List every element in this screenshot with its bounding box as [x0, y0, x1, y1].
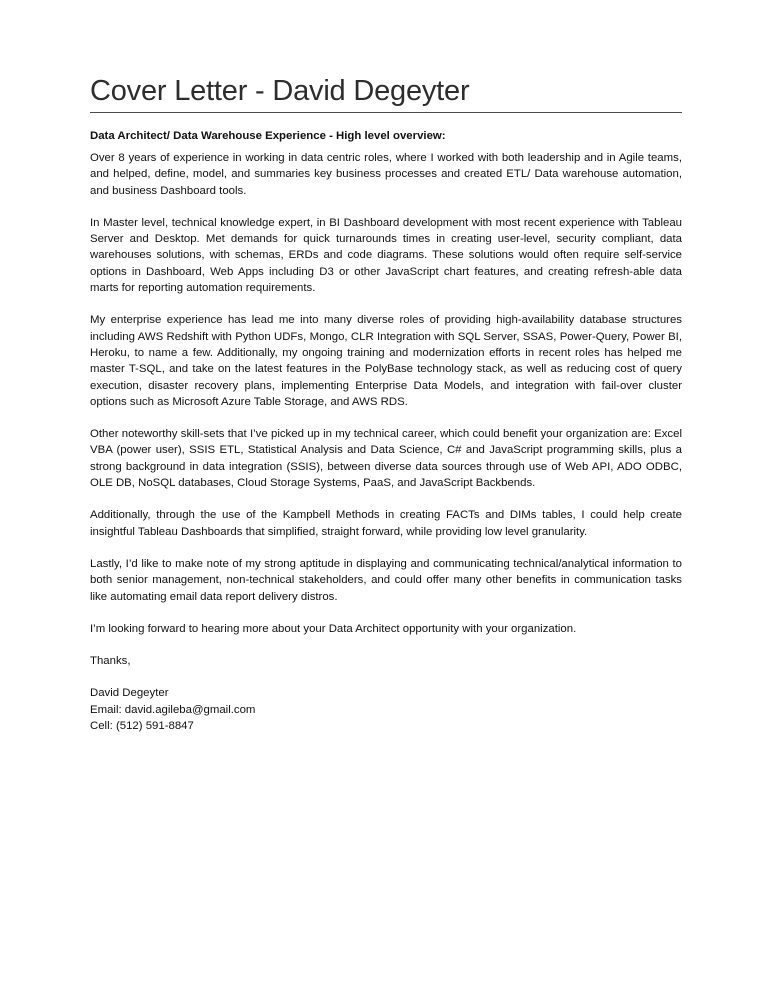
- paragraph-closing: I’m looking forward to hearing more about your Data Architect opportunity with your organization.: [90, 622, 577, 635]
- signature-name: David Degeyter: [90, 687, 169, 700]
- letter-body: [90, 150, 682, 637]
- paragraph-bi-dashboard: In Master level, technical knowledge expert, in BI Dashboard development with most recent experience with Tableau Server and Desktop. Met demands for quick turnarounds times in creating user-level, security compliant, data warehouses solutions, with schemas, ERDs and code diagrams. These solutions would often require self-service options in Dashboard, Web Apps including D3 or other JavaScript chart features, and creating refresh-able data marts for reporting automation requirements.: [90, 216, 682, 295]
- signature-cell: Cell: (512) 591-8847: [90, 720, 194, 733]
- letter-subtitle: Data Architect/ Data Warehouse Experience - High level overview:: [90, 130, 446, 142]
- letter-title: Cover Letter - David Degeyter: [90, 75, 470, 107]
- paragraph-experience: Over 8 years of experience in working in data centric roles, where I worked with both leadership and in Agile teams, and helped, define, model, and summaries key business processes and created ETL/ Data warehouse automation, and business Dashboard tools.: [90, 152, 682, 197]
- signoff: Thanks,: [90, 655, 131, 668]
- paragraph-kampbell: Additionally, through the use of the Kampbell Methods in creating FACTs and DIMs tables, I could help create insightful Tableau Dashboards that simplified, straight forward, while providing low level granularity.: [90, 509, 682, 538]
- signature-email: Email: david.agileba@gmail.com: [90, 703, 256, 716]
- title-underline: [90, 112, 682, 113]
- paragraph-communication: Lastly, I’d like to make note of my strong aptitude in displaying and communicating technical/analytical information to both senior management, non-technical stakeholders, and could offer many other benefits in communication tasks like automating email data report delivery distros.: [90, 557, 682, 603]
- paragraph-enterprise: My enterprise experience has lead me into many diverse roles of providing high-availability database structures including AWS Redshift with Python UDFs, Mongo, CLR Integration with SQL Server, SSAS, Power-Query, Power BI, Heroku, to name a few. Additionally, my ongoing training and modernization efforts in recent roles has helped me master T-SQL, and take on the latest features in the PolyBase technology stack, as well as reducing cost of query execution, disaster recovery plans, implementing Enterprise Data Models, and integration with fail-over cluster options such as Microsoft Azure Table Storage, and AWS RDS.: [90, 314, 682, 408]
- letter-content: [90, 72, 682, 734]
- paragraph-skills: Other noteworthy skill-sets that I’ve picked up in my technical career, which could benefit your organization are: Excel VBA (power user), SSIS ETL, Statistical Analysis and Data Science, C# and JavaScript programming skills, plus a strong background in data integration (SSIS), between diverse data sources through use of Web API, ADO ODBC, OLE DB, NoSQL databases, Cloud Storage Systems, PaaS, and JavaScript Backbends.: [90, 428, 682, 490]
- signature-block: [90, 685, 682, 734]
